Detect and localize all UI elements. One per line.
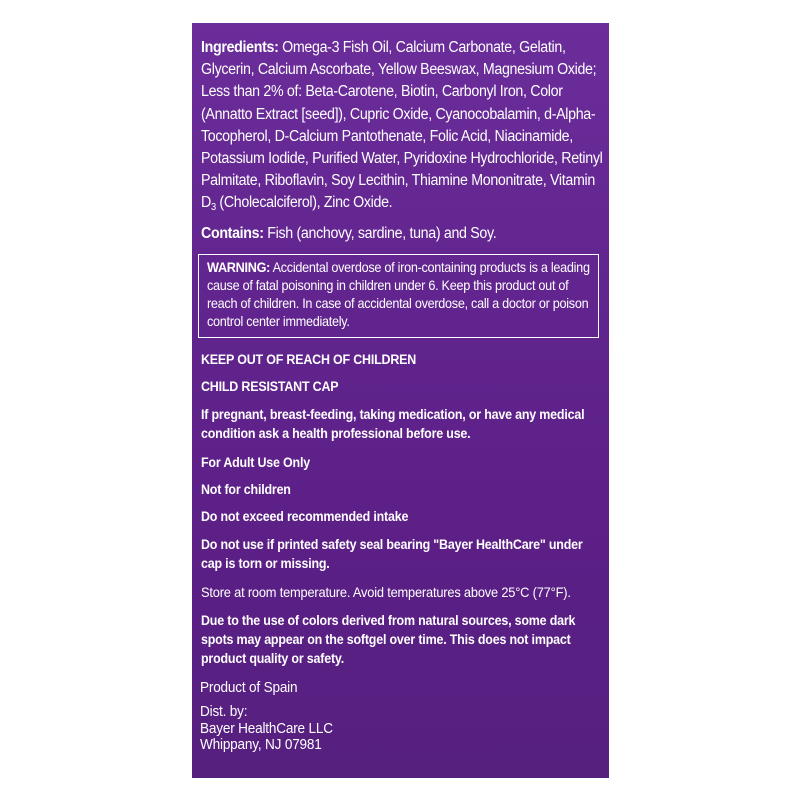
contains-section	[201, 223, 603, 245]
distributor-block	[200, 704, 479, 754]
note-do-not-exceed: Do not exceed recommended intake	[201, 509, 409, 524]
label-panel	[192, 23, 609, 778]
ingredients-text-end: (Cholecalciferol), Zinc Oxide.	[215, 194, 393, 212]
warning-text-block	[207, 259, 596, 331]
note-pregnant-warning: If pregnant, breast-feeding, taking medication, or have any medical condition ask a health professional before use.	[201, 407, 585, 441]
note-not-for-children: Not for children	[201, 482, 291, 497]
warning-box	[198, 254, 599, 338]
note-adult-use-only: For Adult Use Only	[201, 455, 310, 470]
note-natural-colors: Due to the use of colors derived from natural sources, some dark spots may appear on the softgel over time. This does not impact product quality or safety.	[201, 613, 576, 666]
note-child-resistant-cap: CHILD RESISTANT CAP	[201, 379, 339, 394]
origin-text: Product of Spain	[200, 680, 298, 696]
distributor-address: Whippany, NJ 07981	[200, 737, 322, 753]
vitamin-d-subscript: 3	[210, 202, 216, 214]
note-keep-out-of-reach: KEEP OUT OF REACH OF CHILDREN	[201, 352, 417, 367]
ingredients-label: Ingredients:	[201, 39, 279, 56]
distributor-label: Dist. by:	[200, 704, 248, 720]
note-safety-seal: Do not use if printed safety seal bearing "Bayer HealthCare" under cap is torn or missing.	[201, 537, 583, 571]
ingredients-section	[201, 37, 603, 215]
warning-label: WARNING:	[207, 260, 271, 275]
contains-label: Contains:	[201, 225, 264, 242]
distributor-name: Bayer HealthCare LLC	[200, 720, 333, 737]
note-storage: Store at room temperature. Avoid temperatures above 25°C (77°F).	[201, 585, 571, 600]
contains-text: Fish (anchovy, sardine, tuna) and Soy.	[263, 225, 497, 242]
warning-text: Accidental overdose of iron-containing products is a leading cause of fatal poisoning in children under 6. Keep this product out of reach of children. In case of accidental overdose, call a doctor or poison control center immediately.	[207, 260, 590, 329]
ingredients-text: Omega-3 Fish Oil, Calcium Carbonate, Gelatin, Glycerin, Calcium Ascorbate, Yellow Beeswax, Magnesium Oxide; Less than 2% of: Beta-Carotene, Biotin, Carbonyl Iron, Color (Annatto Extract [seed]), Cupric Oxide, Cyanocobalamin, d-Alpha-Tocopherol, D-Calcium Pantothenate, Folic Acid, Niacinamide, Potassium Iodide, Purified Water, Pyridoxine Hydrochloride, Retinyl Palmitate, Riboflavin, Soy Lecithin, Thiamine Mononitrate, Vitamin D	[201, 39, 603, 212]
